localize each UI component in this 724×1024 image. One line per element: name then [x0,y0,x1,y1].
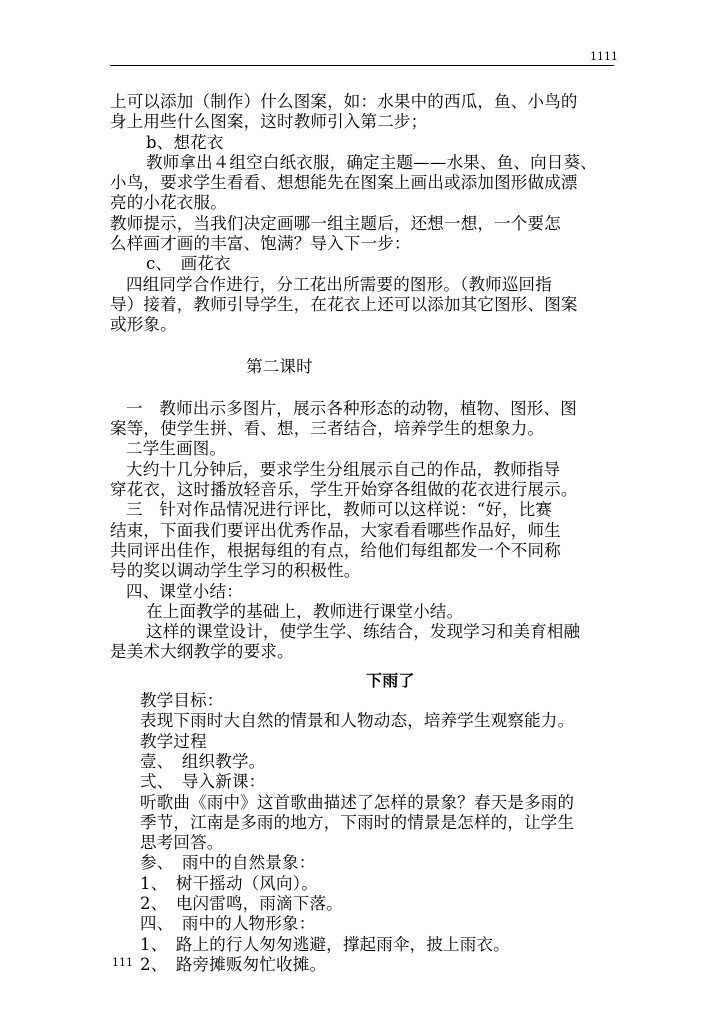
text-line: 亮的小花衣服。 [110,193,227,213]
text-line: 上可以添加（制作）什么图案，如：水果中的西瓜，鱼、小鸟的 [110,92,578,111]
text-line: 三 针对作品情况进行评比，教师可以这样说：“好，比赛 [126,500,553,520]
text-line: 导）接着，教师引导学生，在花衣上还可以添加其它图形、图案 [110,294,578,314]
text-line: c、 画花衣 [146,254,231,274]
text-line: 2、 路旁摊贩匆忙收摊。 [140,954,327,974]
text-line: 季节，江南是多雨的地方，下雨时的情景是怎样的，让学生 [140,812,575,832]
text-line: b、想花衣 [146,132,224,152]
text-line: 教师提示，当我们决定画哪一组主题后，还想一想，一个要怎 [110,213,561,233]
text-line: 这样的课堂设计，使学生学、练结合，发现学习和美育相融 [146,622,581,642]
text-line: 弍、 导入新课： [140,772,266,792]
text-line: 听歌曲《雨中》这首歌曲描述了怎样的景象？春天是多雨的 [140,792,575,812]
text-line: 1、 树干摇动（风向）。 [140,873,318,893]
text-line: 穿花衣，这时播放轻音乐，学生开始穿各组做的花衣进行展示。 [110,480,578,500]
text-line: 案等，使学生拼、看、想，三者结合，培养学生的想象力。 [110,419,545,439]
text-line: 思考回答。 [140,833,224,853]
text-line: 四、课堂小结： [126,581,243,601]
lesson-title: 下雨了 [366,670,415,690]
document-body [110,92,620,975]
text-line: 教学目标： [140,691,224,711]
text-line: 或形象。 [110,315,177,335]
header-rule [110,65,614,66]
section-title: 第二课时 [246,356,313,376]
text-line: 在上面教学的基础上，教师进行课堂小结。 [146,601,464,621]
text-line: 么样画才画的丰富、饱满？导入下一步： [110,234,411,254]
text-line: 共同评出佳作，根据每组的有点，给他们每组都发一个不同称 [110,540,561,560]
text-line: 一 教师出示多图片，展示各种形态的动物，植物、图形、图 [126,398,577,418]
text-line: 结束，下面我们要评出优秀作品，大家看看哪些作品好，师生 [110,520,561,540]
text-line: 参、 雨中的自然景象： [140,853,316,873]
text-line: 2、 电闪雷鸣，雨滴下落。 [140,893,343,913]
text-line: 是美术大纲教学的要求。 [110,642,294,662]
text-line: 四组同学合作进行，分工花出所需要的图形。（教师巡回指 [126,274,552,294]
text-line: 教师拿出４组空白纸衣服，确定主题——水果、鱼、向日葵、 [146,152,597,172]
text-line: 身上用些什么图案，这时教师引入第二步； [110,112,428,132]
text-line: 壹、 组织教学。 [140,751,266,771]
text-line: 二学生画图。 [126,439,227,459]
text-line: 教学过程 [140,731,207,751]
text-line: 号的奖以调动学生学习的积极性。 [110,561,361,581]
text-line: 四、 雨中的人物形象： [140,914,316,934]
text-line: 大约十几分钟后，要求学生分组展示自己的作品，教师指导 [126,459,561,479]
text-line: 表现下雨时大自然的情景和人物动态，培养学生观察能力。 [140,711,575,731]
header-page-number: 1111 [590,50,618,63]
text-line: 1、 路上的行人匆匆逃避，撑起雨伞，披上雨衣。 [140,934,510,954]
text-line: 小鸟，要求学生看看、想想能先在图案上画出或添加图形做成漂 [110,173,578,193]
footer-page-number: 111 [112,956,133,969]
